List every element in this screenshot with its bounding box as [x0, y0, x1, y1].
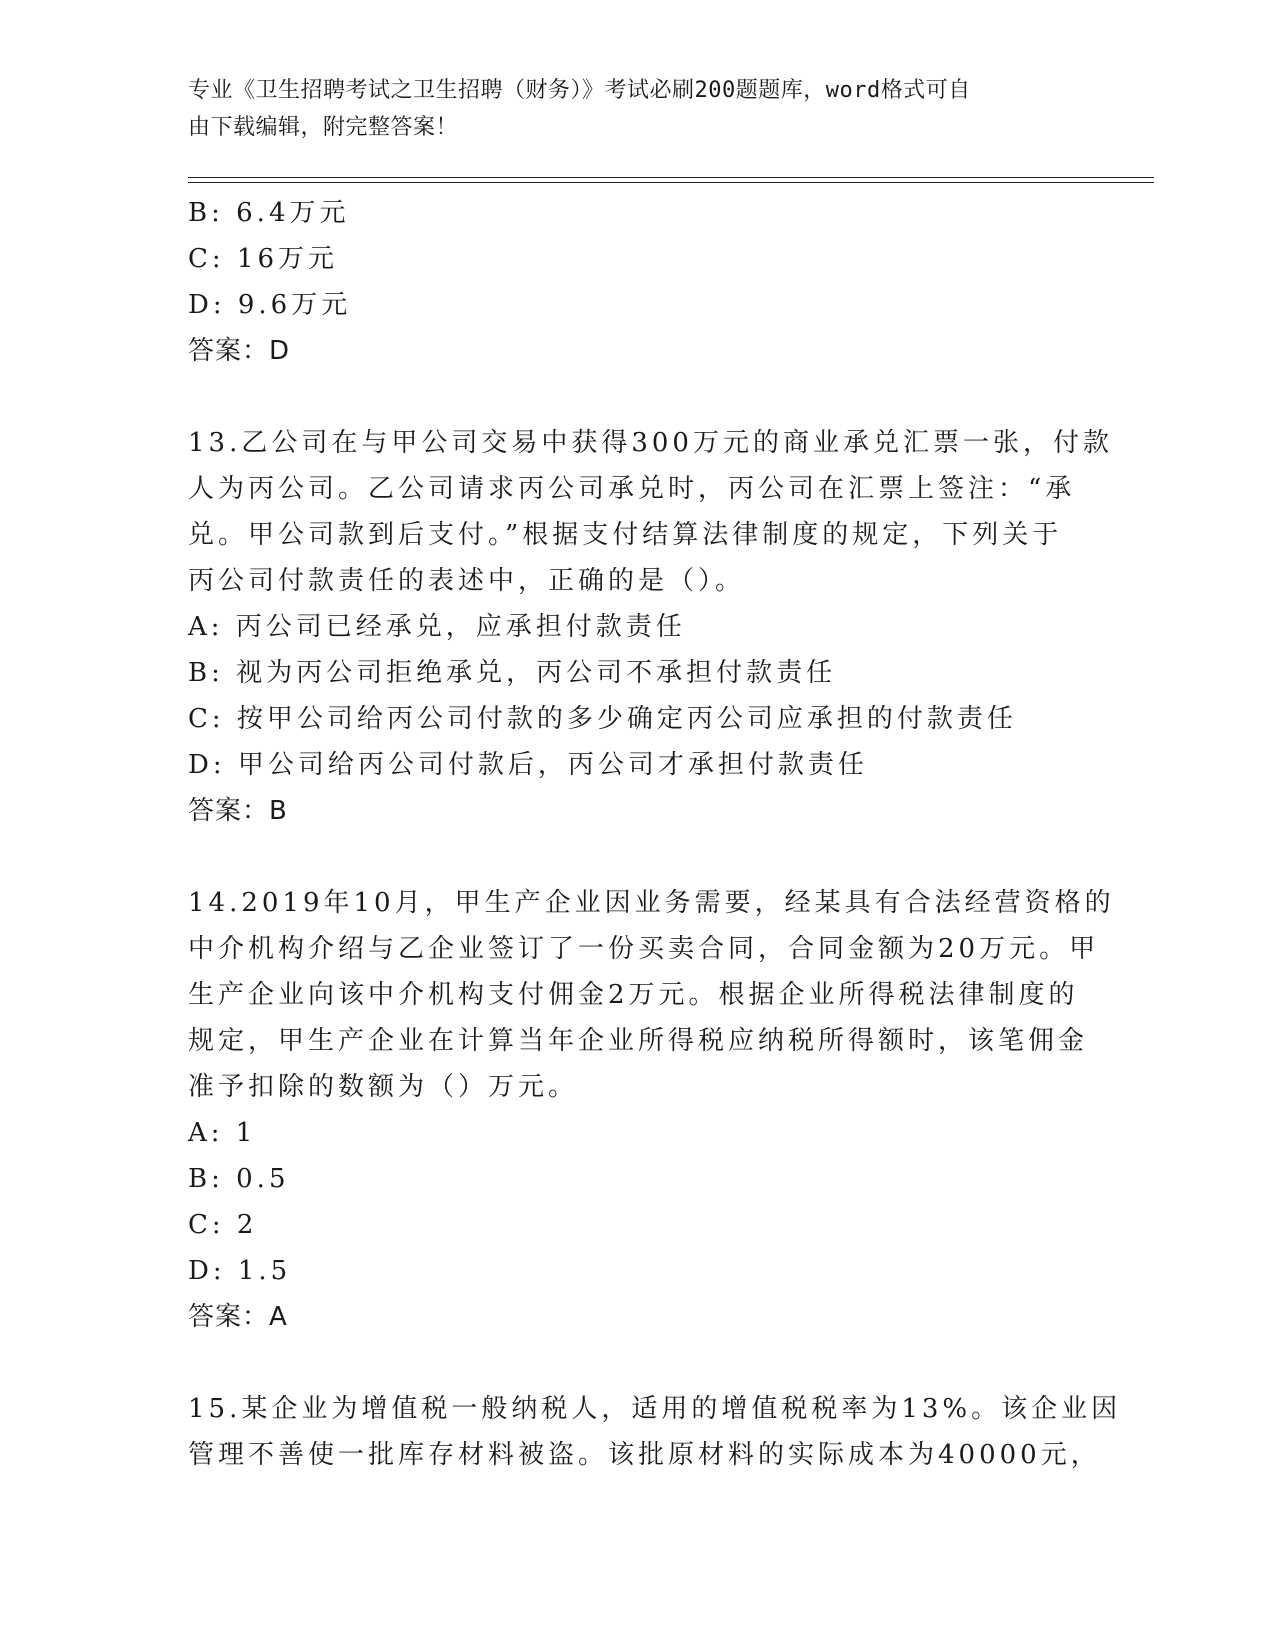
option-c: C: 2	[188, 1210, 258, 1240]
header-line-2: 由下载编辑，附完整答案！	[188, 115, 459, 140]
answer-line: 答案：D	[188, 336, 291, 366]
answer-line: 答案：B	[188, 796, 288, 826]
question-stem-line: 中介机构介绍与乙企业签订了一份买卖合同，合同金额为20万元。甲	[188, 934, 1100, 964]
question-14	[188, 880, 1115, 1340]
answer-line: 答案：A	[188, 1302, 288, 1332]
header-rule-bottom	[188, 182, 1154, 183]
question-content	[188, 190, 1122, 1478]
option-d: D: 1.5	[188, 1256, 292, 1286]
header-line-1: 专业《卫生招聘考试之卫生招聘（财务）》考试必刷200题题库，word格式可自	[188, 78, 971, 103]
option-c: C: 按甲公司给丙公司付款的多少确定丙公司应承担的付款责任	[188, 704, 1017, 734]
option-c: C: 16万元	[188, 244, 339, 274]
question-stem-line: 人为丙公司。乙公司请求丙公司承兑时，丙公司在汇票上签注：“承	[188, 474, 1076, 504]
question-stem-line: 规定，甲生产企业在计算当年企业所得税应纳税所得额时，该笔佣金	[188, 1026, 1089, 1056]
option-b: B: 0.5	[188, 1164, 290, 1194]
question-stem-line: 兑。甲公司款到后支付。”根据支付结算法律制度的规定，下列关于	[188, 520, 1063, 550]
spacer	[188, 834, 1088, 880]
header-rule-top	[188, 177, 1154, 178]
question-12-tail	[188, 190, 1088, 374]
question-stem-line: 15.某企业为增值税一般纳税人，适用的增值税税率为13%。该企业因	[188, 1394, 1122, 1424]
question-stem-line: 14.2019年10月，甲生产企业因业务需要，经某具有合法经营资格的	[188, 888, 1115, 918]
document-header	[188, 72, 1068, 146]
question-stem-line: 管理不善使一批库存材料被盗。该批原材料的实际成本为40000元，	[188, 1440, 1101, 1470]
option-b: B: 6.4万元	[188, 198, 350, 228]
option-d: D: 甲公司给丙公司付款后，丙公司才承担付款责任	[188, 750, 868, 780]
option-a: A: 1	[188, 1118, 257, 1148]
option-b: B: 视为丙公司拒绝承兑，丙公司不承担付款责任	[188, 658, 837, 688]
question-stem-line: 丙公司付款责任的表述中，正确的是（）。	[188, 566, 746, 596]
question-stem-line: 准予扣除的数额为（）万元。	[188, 1072, 579, 1102]
spacer	[188, 1340, 1088, 1386]
option-a: A: 丙公司已经承兑，应承担付款责任	[188, 612, 686, 642]
option-d: D: 9.6万元	[188, 290, 352, 320]
question-13	[188, 420, 1113, 834]
question-stem-line: 生产企业向该中介机构支付佣金2万元。根据企业所得税法律制度的	[188, 980, 1079, 1010]
spacer	[188, 374, 1088, 420]
question-15	[188, 1386, 1122, 1478]
question-stem-line: 13.乙公司在与甲公司交易中获得300万元的商业承兑汇票一张，付款	[188, 428, 1113, 458]
